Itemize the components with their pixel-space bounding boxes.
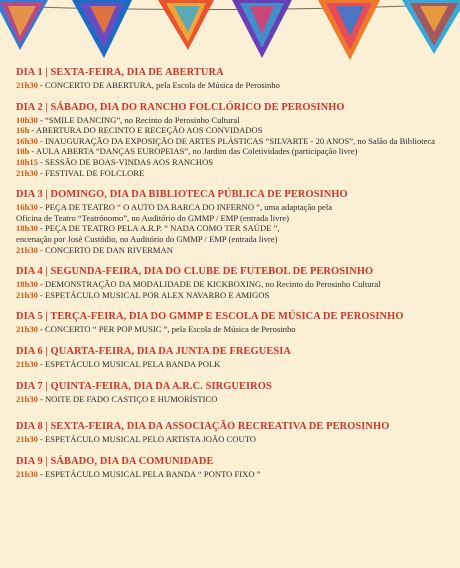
event-time: 21h30 [16, 80, 38, 90]
event-note: Oficina de Teatro “Teatrónomo”, no Auditório do GMMP / EMP (entrada livre) [16, 212, 289, 223]
day-title: DIA 8 | SEXTA-FEIRA, DIA DA ASSOCIAÇÃO RECREATIVA DE PEROSINHO [16, 421, 390, 433]
event-line [16, 279, 456, 290]
day-8-section [16, 420, 456, 445]
event-text: - PEÇA DE TEATRO PELA A.R.P. “ NADA COMO TER SAÚDE ” [39, 223, 278, 234]
event-note: , [277, 223, 280, 234]
event-note: , no Salão da Biblioteca [353, 135, 435, 146]
event-time: 16h [16, 125, 30, 136]
event-time: 18h [16, 146, 30, 157]
event-continuation [16, 234, 456, 245]
event-text: - AULA ABERTA “DANÇAS EUROPEIAS” [31, 146, 189, 157]
event-line [16, 202, 456, 213]
event-time: 18h30 [16, 223, 38, 234]
event-line [16, 136, 456, 147]
event-time: 18h30 [16, 279, 38, 290]
day-title: DIA 2 | SÁBADO, DIA DO RANCHO FOLCLÓRICO DE PEROSINHO [16, 101, 345, 113]
event-line [16, 125, 456, 136]
event-line [16, 394, 456, 405]
event-time: 21h30 [16, 393, 38, 404]
event-time: 21h30 [16, 324, 38, 335]
event-text: - SESSÃO DE BOAS-VINDAS AOS RANCHOS [39, 156, 214, 167]
event-line [16, 324, 456, 335]
day-title: DIA 7 | QUINTA-FEIRA, DIA DA A.R.C. SIRGUEIROS [16, 380, 272, 392]
event-time: 21h30 [16, 434, 38, 445]
day-5-section [16, 310, 456, 335]
event-time: 21h30 [16, 244, 38, 255]
event-line [16, 223, 456, 234]
event-line [16, 115, 456, 126]
event-text: - PEÇA DE TEATRO “ O AUTO DA BARCA DO INFERNO ” [39, 202, 260, 213]
event-text: - ABERTURA DO RECINTO E RECEÇÃO AOS CONVIDADOS [31, 125, 263, 136]
event-text: - DEMONSTRAÇÃO DA MODALIDADE DE KICKBOXING [39, 279, 262, 290]
day-title: DIA 9 | SÁBADO, DIA DA COMUNIDADE [16, 455, 214, 467]
day-3-section [16, 188, 456, 255]
event-note: , no Jardim das Coletividades (participação livre) [188, 146, 358, 157]
event-text: - NOITE DE FADO CASTIÇO E HUMORÍSTICO [39, 393, 218, 404]
event-text: - ESPETÁCULO MUSICAL PELA BANDA “ PONTO FIXO ” [39, 468, 261, 479]
program-schedule [16, 66, 456, 489]
event-text: - FESTIVAL DE FOLCLORE [39, 167, 145, 178]
event-note: , no Recinto do Perosinho Cultural [120, 114, 240, 125]
event-text: - CONCERTO DE DAN RIVERMAN [39, 244, 173, 255]
event-line [16, 290, 456, 301]
day-1-section [16, 66, 456, 91]
day-6-section [16, 345, 456, 370]
event-time: 21h30 [16, 468, 38, 479]
event-text: - ESPETÁCULO MUSICAL PELA BANDA POLK [39, 358, 221, 369]
event-note: encenação por José Custódio, no Auditório do GMMP / EMP (entrada livre) [16, 233, 278, 244]
day-title: DIA 1 | SEXTA-FEIRA, DIA DE ABERTURA [16, 67, 224, 78]
day-title: DIA 4 | SEGUNDA-FEIRA, DIA DO CLUBE DE FUTEBOL DE PEROSINHO [16, 266, 374, 278]
event-line [16, 80, 456, 91]
event-time: 18h15 [16, 156, 38, 167]
event-text: - “SMILE DANCING” [39, 114, 121, 125]
day-4-section [16, 265, 456, 300]
day-title: DIA 5 | TERÇA-FEIRA, DIA DO GMMP E ESCOLA DE MÚSICA DE PEROSINHO [16, 311, 404, 323]
day-9-section [16, 455, 456, 480]
event-note: , uma adaptação pela [260, 202, 333, 213]
event-note: , pela Escola de Música de Perosinho [151, 80, 280, 90]
day-title: DIA 6 | QUARTA-FEIRA, DIA DA JUNTA DE FREGUESIA [16, 345, 291, 357]
event-text: - ESPETÁCULO MUSICAL PELO ARTISTA JOÃO COUTO [39, 434, 257, 445]
event-time: 16h30 [16, 202, 38, 213]
event-text: - CONCERTO DE ABERTURA [39, 80, 152, 90]
event-line [16, 359, 456, 370]
event-note: , no Recinto do Perosinho Cultural [261, 279, 381, 290]
event-line [16, 146, 456, 157]
event-line [16, 469, 456, 480]
event-text: - INAUGURAÇÃO DA EXPOSIÇÃO DE ARTES PLÁSTICAS “SILVARTE - 20 ANOS” [39, 135, 354, 146]
bunting-decoration [0, 0, 460, 62]
event-line [16, 434, 456, 445]
event-time: 21h30 [16, 167, 38, 178]
event-time: 21h30 [16, 289, 38, 300]
event-line [16, 168, 456, 179]
event-continuation [16, 213, 456, 224]
event-text: - CONCERTO “ PER POP MUSIC ” [39, 324, 168, 335]
day-title: DIA 3 | DOMINGO, DIA DA BIBLIOTECA PÚBLICA DE PEROSINHO [16, 189, 348, 201]
day-2-section [16, 101, 456, 179]
event-time: 21h30 [16, 358, 38, 369]
event-line [16, 157, 456, 168]
event-text: - ESPETÁCULO MUSICAL POR ALEX NAVARRO E AMIGOS [39, 289, 270, 300]
event-time: 16h30 [16, 135, 38, 146]
event-note: , pela Escola de Música de Perosinho [167, 324, 296, 335]
day-7-section [16, 380, 456, 405]
event-time: 10h30 [16, 114, 38, 125]
event-line [16, 245, 456, 256]
